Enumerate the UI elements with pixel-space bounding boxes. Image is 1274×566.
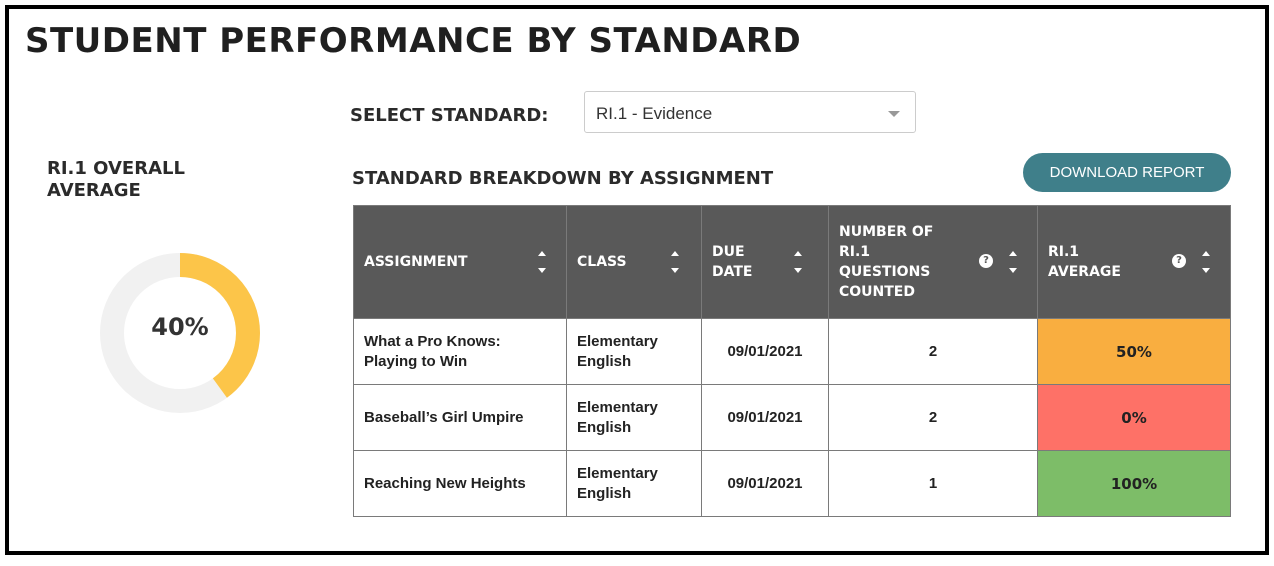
download-report-button[interactable]: DOWNLOAD REPORT	[1023, 153, 1231, 192]
table-header-row	[354, 206, 1231, 319]
average-cell: 50%	[1038, 319, 1231, 385]
due-date-cell: 09/01/2021	[702, 385, 829, 451]
sort-icon[interactable]	[794, 249, 804, 275]
col-assignment-header[interactable]	[354, 206, 567, 319]
breakdown-title: STANDARD BREAKDOWN BY ASSIGNMENT	[352, 168, 774, 189]
sort-icon[interactable]	[538, 249, 548, 275]
assignment-cell: What a Pro Knows: Playing to Win	[354, 319, 567, 385]
table-row	[354, 451, 1231, 517]
class-cell: Elementary English	[567, 385, 702, 451]
col-assignment-label: ASSIGNMENT	[364, 254, 468, 270]
questions-cell: 2	[829, 385, 1038, 451]
help-icon[interactable]: ?	[1172, 254, 1186, 268]
col-class-header[interactable]	[567, 206, 702, 319]
questions-cell: 1	[829, 451, 1038, 517]
due-date-cell: 09/01/2021	[702, 319, 829, 385]
questions-cell: 2	[829, 319, 1038, 385]
breakdown-table	[353, 205, 1231, 517]
caret-down-icon[interactable]	[888, 111, 900, 117]
col-questions-header[interactable]	[829, 206, 1038, 319]
sort-icon[interactable]	[1202, 249, 1212, 275]
col-questions-label: NUMBER OF RI.1 QUESTIONS COUNTED	[839, 224, 934, 300]
class-cell: Elementary English	[567, 451, 702, 517]
col-class-label: CLASS	[577, 254, 627, 270]
due-date-cell: 09/01/2021	[702, 451, 829, 517]
standard-select-value: RI.1 - Evidence	[596, 104, 713, 123]
average-cell: 0%	[1038, 385, 1231, 451]
table-row	[354, 385, 1231, 451]
col-average-header[interactable]	[1038, 206, 1231, 319]
page-title: STUDENT PERFORMANCE BY STANDARD	[25, 21, 802, 61]
assignment-cell: Reaching New Heights	[354, 451, 567, 517]
col-average-label: RI.1 AVERAGE	[1048, 244, 1121, 280]
overall-average-value: 40%	[151, 313, 209, 341]
standard-select[interactable]	[584, 91, 916, 133]
sort-icon[interactable]	[1009, 249, 1019, 275]
assignment-cell: Baseball’s Girl Umpire	[354, 385, 567, 451]
overall-average-title: RI.1 OVERALL AVERAGE	[47, 158, 185, 201]
col-due-date-header[interactable]	[702, 206, 829, 319]
select-standard-label: SELECT STANDARD:	[350, 105, 549, 126]
class-cell: Elementary English	[567, 319, 702, 385]
col-due-date-label: DUE DATE	[712, 244, 753, 280]
help-icon[interactable]: ?	[979, 254, 993, 268]
average-cell: 100%	[1038, 451, 1231, 517]
sort-icon[interactable]	[671, 249, 681, 275]
table-row	[354, 319, 1231, 385]
overall-average-donut	[96, 249, 264, 417]
